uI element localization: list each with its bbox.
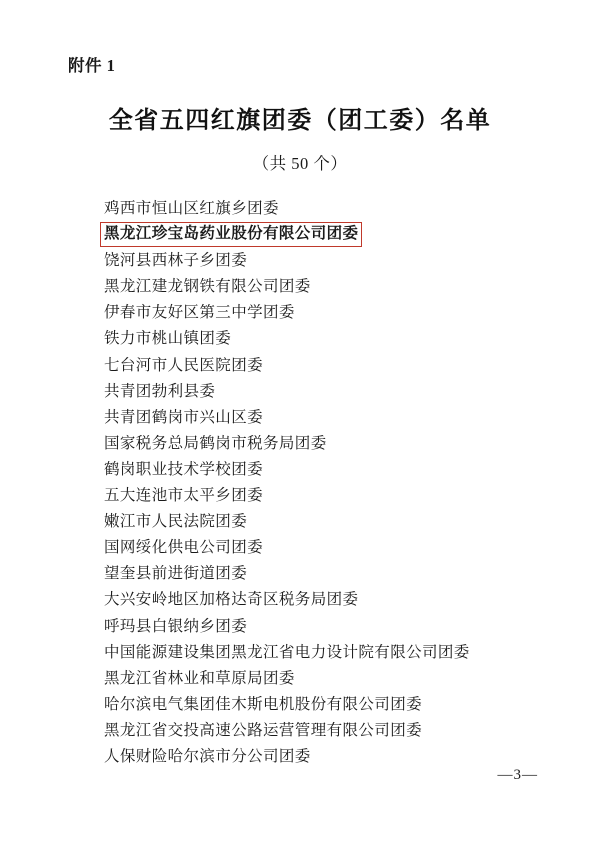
list-item-label: 共青团勃利县委 bbox=[104, 382, 216, 400]
list-item-label: 嫩江市人民法院团委 bbox=[104, 513, 248, 531]
list-item-label: 饶河县西林子乡团委 bbox=[104, 252, 248, 270]
list-item-label: 鸡西市恒山区红旗乡团委 bbox=[104, 200, 279, 217]
list-item-highlighted: 黑龙江珍宝岛药业股份有限公司团委 bbox=[100, 222, 362, 247]
list-item bbox=[104, 692, 540, 718]
list-item bbox=[104, 379, 540, 405]
list-item-label: 共青团鹤岗市兴山区委 bbox=[104, 408, 264, 426]
list-item-label: 五大连池市太平乡团委 bbox=[104, 487, 264, 505]
page-subtitle: （共 50 个） bbox=[252, 154, 348, 173]
list-item-label: 国家税务总局鹤岗市税务局团委 bbox=[104, 434, 327, 452]
page-number: —3— bbox=[497, 767, 538, 783]
list-item bbox=[104, 431, 540, 457]
list-item bbox=[104, 509, 540, 535]
list-item-label: 哈尔滨电气集团佳木斯电机股份有限公司团委 bbox=[104, 695, 423, 713]
list-item bbox=[104, 640, 540, 666]
list-item bbox=[104, 222, 540, 248]
list-item-label: 伊春市友好区第三中学团委 bbox=[104, 304, 295, 322]
list-item bbox=[104, 353, 540, 379]
list-item-label: 中国能源建设集团黑龙江省电力设计院有限公司团委 bbox=[104, 643, 470, 661]
list-item-label: 大兴安岭地区加格达奇区税务局团委 bbox=[104, 591, 359, 609]
list-item-label: 七台河市人民医院团委 bbox=[104, 356, 264, 374]
list-item bbox=[104, 274, 540, 300]
list-item bbox=[104, 561, 540, 587]
list-item bbox=[104, 196, 540, 222]
page-title: 全省五四红旗团委（团工委）名单 bbox=[108, 108, 492, 134]
list-item-label: 黑龙江省林业和草原局团委 bbox=[104, 669, 295, 687]
list-item bbox=[104, 300, 540, 326]
list-item bbox=[104, 405, 540, 431]
list-item bbox=[104, 666, 540, 692]
list-item bbox=[104, 535, 540, 561]
list-item bbox=[104, 744, 540, 770]
attachment-label: 附件 1 bbox=[68, 56, 116, 75]
list-item bbox=[104, 614, 540, 640]
list-item-label: 望奎县前进街道团委 bbox=[104, 565, 248, 583]
list-item-label: 呼玛县白银纳乡团委 bbox=[104, 617, 248, 635]
list-item-label: 黑龙江建龙钢铁有限公司团委 bbox=[104, 278, 311, 296]
list-item-label: 铁力市桃山镇团委 bbox=[104, 330, 232, 348]
list-item bbox=[104, 718, 540, 744]
list-item-label: 黑龙江省交投高速公路运营管理有限公司团委 bbox=[104, 721, 423, 739]
list-item bbox=[104, 587, 540, 613]
list-item-label: 国网绥化供电公司团委 bbox=[104, 539, 264, 557]
list-item bbox=[104, 326, 540, 352]
list-item bbox=[104, 457, 540, 483]
list-item bbox=[104, 248, 540, 274]
list-item-label: 人保财险哈尔滨市分公司团委 bbox=[104, 747, 311, 765]
list-item bbox=[104, 483, 540, 509]
organization-list bbox=[104, 196, 540, 770]
list-item-label: 鹤岗职业技术学校团委 bbox=[104, 460, 264, 478]
